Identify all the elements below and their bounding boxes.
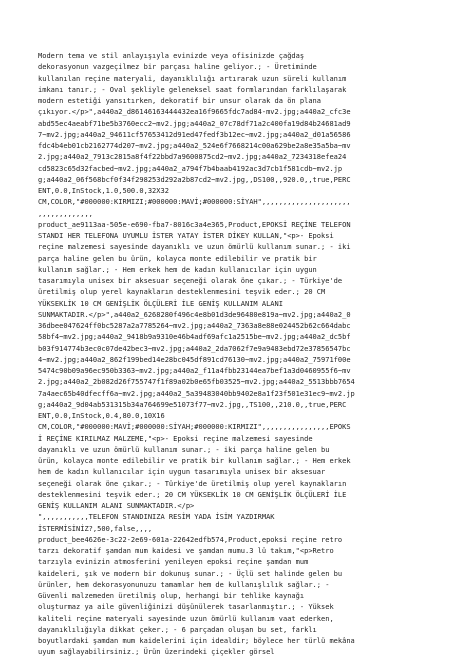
text-line: kaideleri, şık ve modern bir dokunuş sunar.; - Üçlü set halinde gelen bu [38, 568, 343, 578]
text-line: uyum sağlayabilirsiniz.; Ürün üzerindeki çiçekler görsel [38, 647, 275, 657]
text-line: İSTERMİSİNİZ?,500,false,,,, [38, 523, 153, 533]
text-line: hem de kadın kullanıcılar için uygun tasarımıyla unisex bir aksesuar [38, 467, 326, 477]
text-line: 7~mv2.jpg;a440a2_94611cf57653412d91ed47fedf3b12ec~mv2.jpg;a440a2_d01a56586 [38, 129, 351, 139]
text-line: fdc4b4eb01cb2162774d207~mv2.jpg;a440a2_524e6f7668214c00a629be2a8e35a5ba~mv [38, 141, 351, 150]
text-line: 36dbee047624ff0bc5287a2a7785264~mv2.jpg;a440a2_7363a8e88e024452b62c664dabc [38, 321, 351, 330]
text-line: 4~mv2.jpg;a440a2_862f199bed14e28bc045df891cd76130~mv2.jpg;a440a2_75971f00e [38, 354, 351, 364]
document-page [38, 50, 433, 658]
text-line: dekorasyonun vazgeçilmez bir parçası haline geliyor.; - Üretiminde [38, 62, 317, 72]
text-line: cd5823c65d32facbed~mv2.jpg;a440a2_a794f7b4baab4192ac3d7cb1f581cdb~mv2.jp [38, 163, 343, 173]
text-line: ürünler, hem dekorasyonunuzu tamamlar hem de kullanışlılık sağlar.; - [38, 579, 330, 589]
text-line: g;a440a2_9d04ab531315b34a764699e51073f77~mv2.jpg,,TS100,,210.0,,true,PERC [38, 399, 347, 409]
text-line: üretilmiş olup yerel kaynakların desteklenmesini teşvik eder.; 20 CM [38, 287, 326, 297]
text-line: ",,,,,,,,,,,TELEFON STANDINIZA RESİM YADA İSİM YAZDIRMAK [38, 512, 275, 522]
text-line: Modern tema ve stil anlayışıyla evinizde veya ofisinizde çağdaş [38, 51, 305, 60]
text-line: b03f914774b3ec0c07de42bec3~mv2.jpg;a440a2_2da7062f7e9a9483ebd72e37856547bc [38, 343, 351, 353]
text-line: 5474c90b09a96ec950b3363~mv2.jpg;a440a2_f11a4fbb23144ea7bef1a3d0460955f6~mv [38, 366, 351, 375]
text-line: ürün, kolayca monte edilebilir ve pratik bir kullanım sağlar.; - Hem erkek [38, 456, 351, 465]
text-line: ENT,0.0,InStock,0.4,80.0,10X16 [38, 411, 165, 420]
text-line: kullanım sağlar.; - Hem erkek hem de kadın kullanıcılar için uygun [38, 264, 317, 274]
text-line: kullanılan reçine materyali, dayanıklılığı artırarak uzun süreli kullanım [38, 73, 347, 83]
text-line: 7a4aec65b40dfecff6a~mv2.jpg;a440a2_5a39483040bb9402e8a1f23f501e31ec9~mv2.jp [38, 388, 355, 398]
text-line: 2.jpg;a440a2_2b082d26f755747f1f89a02b0e65fb03525~mv2.jpg;a440a2_5513bbb7654 [38, 377, 355, 387]
text-line: tarzıyla evinizin atmosferini yenileyen epoksi reçine şamdan mum [38, 557, 309, 567]
text-line: ENT,0.0,InStock,1.0,500.0,32X32 [38, 186, 169, 195]
text-line: CM,COLOR,"#000000:MAVİ;#000000:SİYAH;#000000:KIRMIZI",,,,,,,,,,,,,,,,EPOKS [38, 422, 351, 432]
text-line: İ REÇİNE KIRILMAZ MALZEME,"<p>- Epoksi reçine malzemesi sayesinde [38, 433, 313, 443]
text-line: modern estetiği yansıtırken, dekoratif bir unsur olarak da ön plana [38, 96, 321, 105]
text-line: product_ae9113aa-505e-e690-fba7-8016c3a4e365,Product,EPOKSİ REÇİNE TELEFON [38, 219, 351, 229]
text-line: CM,COLOR,"#000000:KIRMIZI;#000000:MAVİ;#000000:SİYAH",,,,,,,,,,,,,,,,,,,,, [38, 197, 351, 207]
text-line: SUNMAKTADIR.</p>",a440a2_6268280f496c4e8b01d3de96480e819a~mv2.jpg;a440a2_0 [38, 309, 351, 319]
text-line: dayanıklı ve uzun ömürlü kullanım sunar.; - iki parça haline gelen bu [38, 444, 330, 454]
text-line: abd55ec4aeabf71be5b3760ecc2~mv2.jpg;a440a2_07c78df71a2c400fa19d84b24681ad9 [38, 118, 351, 128]
text-line: oluşturmaz ya aile güvenliğinizi düşünülerek tasarlanmıştır.; - Yüksek [38, 602, 334, 612]
text-line: ,,,,,,,,,,,,, [38, 208, 93, 218]
text-line: tasarımıyla unisex bir aksesuar seçeneği olarak öne çıkar.; - Türkiye'de [38, 276, 343, 285]
text-line: boyutlardaki şamdan mum kaidelerini için idealdir; böylece her türlü mekâna [38, 636, 355, 645]
text-line: kaliteli reçine materyali sayesinde uzun ömürlü kullanım vaat ederken, [38, 613, 334, 623]
text-line: dayanıklılığıyla dikkat çeker.; - 6 parçadan oluşan bu set, farklı [38, 624, 317, 634]
text-line: Güvenli malzemeden üretilmiş olup, herhangi bir tehlike kaynağı [38, 591, 305, 600]
text-line: GENİŞ KULLANIM ALANI SUNMAKTADIR.</p> [38, 501, 195, 510]
text-line: desteklenmesini teşvik eder.; 20 CM YÜKSEKLİK 10 CM GENİŞLİK ÖLÇÜLERİ İLE [38, 489, 347, 499]
text-line: reçine malzemesi sayesinde dayanıklı ve uzun ömürlü kullanım sunar.; - iki [38, 242, 351, 252]
text-line: tarzı dekoratif şamdan mum kaidesi ve şamdan mumu.3 lü takım,"<p>Retro [38, 546, 334, 555]
text-line: imkanı tanır.; - Oval şekliyle geleneksel saat formlarından farklılaşarak [38, 84, 347, 94]
text-line: product_bee4626e-3c22-2e69-601a-22642edfb574,Product,epoksi reçine retro [38, 534, 343, 544]
text-line: seçeneği olarak öne çıkar.; - Türkiye'de üretilmiş olup yerel kaynakların [38, 478, 347, 488]
text-line: g;a440a2_06f568bcf0f34f298253d292a2b87cd2~mv2.jpg,,DS100,,920.0,,true,PERC [38, 174, 351, 184]
text-line: 58bf4~mv2.jpg;a440a2_9418b9a9310e46b4adf69afc1a2515be~mv2.jpg;a440a2_dc5bf [38, 332, 351, 342]
text-line: 2.jpg;a440a2_7913c2815a8f4f22bbd7a9600875cd2~mv2.jpg;a440a2_7234318efea24 [38, 152, 347, 162]
text-line: STANDI HER TELEFONA UYUMLU İSTER YATAY İSTER DİKEY KULLAN,"<p>- Epoksi [38, 231, 334, 240]
text-line: parça haline gelen bu ürün, kolayca monte edilebilir ve pratik bir [38, 253, 317, 263]
text-line: çıkıyor.</p>",a440a2_d86146163444432ea16f9665fdc7ad84-mv2.jpg;a440a2_cfc3e [38, 107, 351, 117]
text-line: YÜKSEKLİK 10 CM GENİŞLİK ÖLÇÜLERİ İLE GENİŞ KULLANIM ALANI [38, 298, 283, 308]
